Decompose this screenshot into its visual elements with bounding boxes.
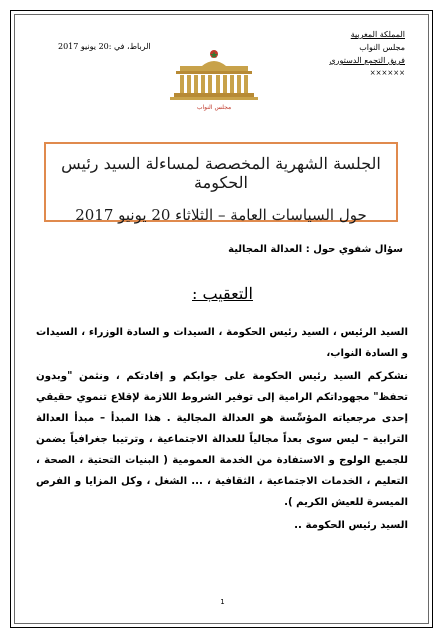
header-parliament: مجلس النواب: [359, 43, 405, 52]
emblem-base: [174, 93, 254, 97]
header-date: الرباط، في :20 يونيو 2017: [58, 42, 151, 51]
section-heading: [0, 284, 445, 303]
title-line-1: الجلسة الشهرية المخصصة لمساءلة السيد رئيس الحكومة: [61, 154, 381, 192]
header-group: فريق التجمع الدستوري: [329, 56, 405, 65]
header-separator: ××××××: [369, 69, 405, 77]
title-box: [44, 142, 398, 222]
title-line-2: حول السياسات العامة – الثلاثاء 20 يونيو 2017: [75, 206, 367, 224]
question-subject: سؤال شفوي حول : العدالة المجالية: [228, 244, 403, 255]
page-number: 1: [220, 598, 225, 606]
heading-text: التعقيب :: [192, 284, 253, 303]
body-text: [36, 322, 408, 536]
paragraph-closing: السيد رئيس الحكومة ..: [294, 520, 408, 531]
header-institution: [329, 28, 405, 80]
header-kingdom: المملكة المغربية: [350, 30, 405, 39]
emblem-dome: [202, 61, 226, 66]
emblem-caption: مجلس النواب: [196, 104, 232, 111]
emblem-roof: [180, 66, 248, 71]
parliament-emblem: [166, 48, 262, 112]
emblem-columns: [180, 75, 248, 93]
paragraph-main: نشكركم السيد رئيس الحكومة على جوابكم و إفادتكم ، ونثمن "وبدون تحفظ" مجهوداتكم الرامية إلى توفير الشروط اللازمة لإقلاع تنموي حقيقي إحدى مرجعياته المؤسِّسة هو العدالة المجالية . هذا المبدأ – مبدأ العدالة الترابية – ليس سوى بعداً مجالياً للعدالة الاجتماعية ، وترتيبا جغرافياً يضمن للجميع الولوج و الاستفادة من الخدمة العمومية ( البنيات التحتية ، الصحة ، التعليم ، الخدمات الاجتماعية ، الثقافية ، ... الشغل ، وكل المزايا و الفرص الميسرة للعيش الكريم ).: [36, 371, 408, 508]
paragraph-greeting: السيد الرئيس ، السيد رئيس الحكومة ، السيدات و السادة الوزراء ، السيدات و السادة النواب،: [36, 327, 408, 359]
